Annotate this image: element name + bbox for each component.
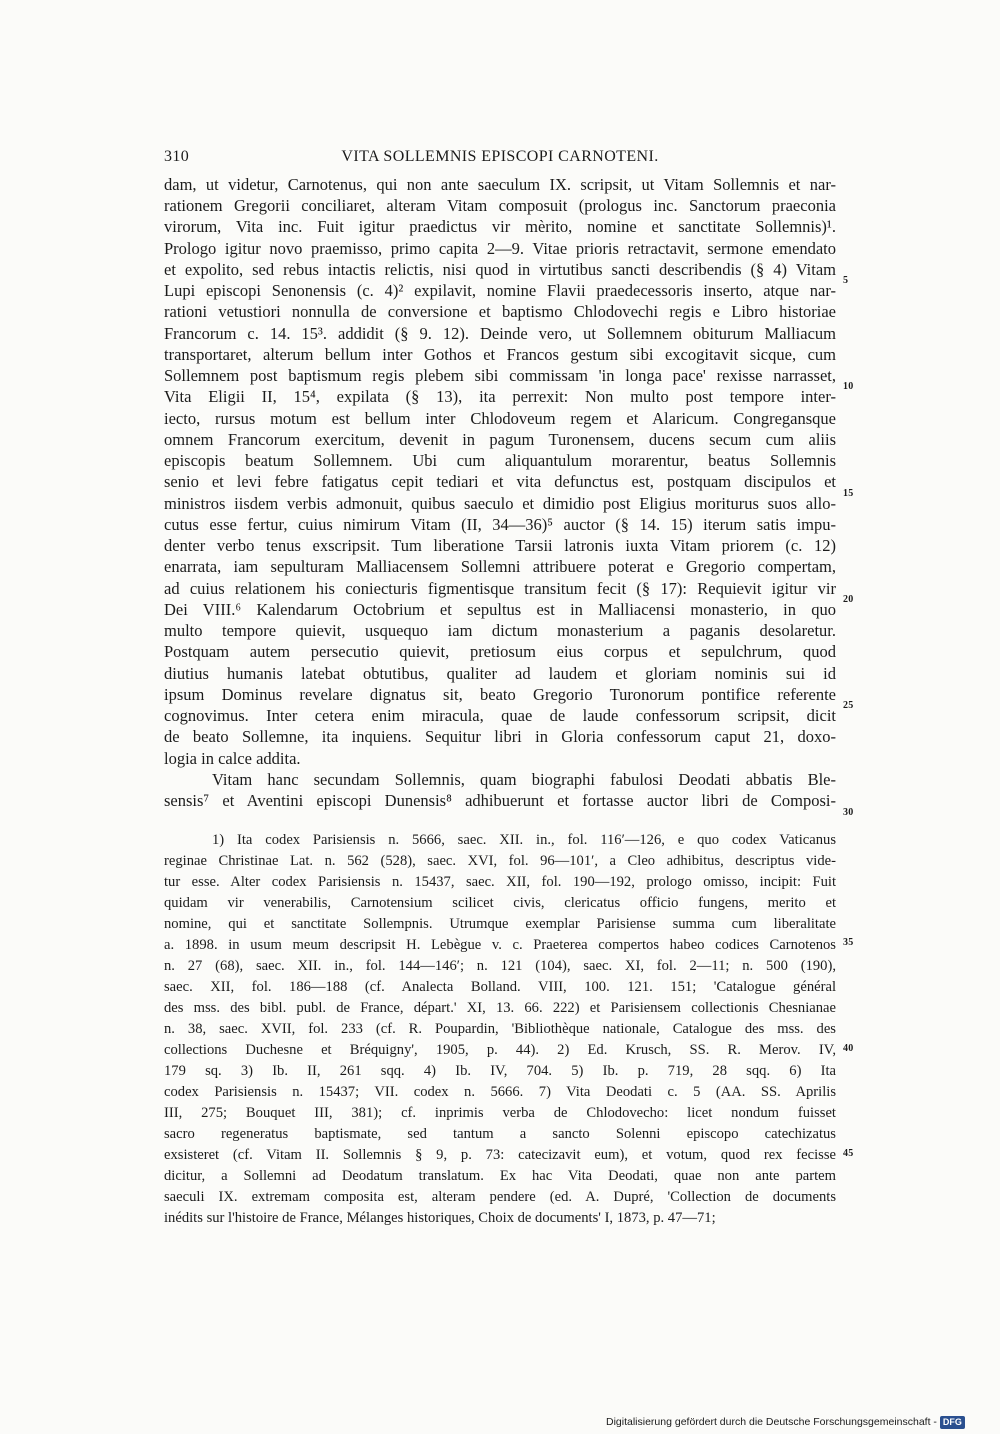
body-line: dam, ut videtur, Carnotenus, qui non ante saeculum IX. scripsit, ut Vitam Sollemnis et nar- [164,175,836,194]
digitization-credit [606,1414,992,1430]
footnote-line: sacro regeneratus baptismate, sed tantum a sancto Solenni episcopo catechizatus [164,1126,836,1142]
footnote-line: III, 275; Bouquet III, 381); cf. inprimis verba de Chlodovecho: licet nondum fuisset [164,1105,836,1121]
footnote-line: saec. XII, fol. 186—188 (cf. Analecta Bolland. VIII, 100. 121. 151; 'Catalogue général [164,979,836,995]
body-line: transportaret, alterum bellum inter Gothos et Francos gestum sibi excogitavit sicque, cum [164,345,836,364]
footnote-line: nomine, qui et sanctitate Sollempnis. Utrumque exemplar Parisiense summa cum liberalitate [164,916,836,932]
body-line: virorum, Vita inc. Fuit igitur praedictus vir mèrito, nomine et sanctitate Sollemnis)¹. [164,217,836,236]
body-line: rationem Gregorii conciliaret, alteram Vitam composuit (prologus inc. Sanctorum praeconia [164,196,836,215]
line-number: 5 [843,275,849,286]
body-line: cutus esse fertur, cuius nimirum Vitam (II, 34—36)⁵ auctor (§ 14. 15) iterum satis impu- [164,515,836,534]
footnote-line: reginae Christinae Lat. n. 562 (528), saec. XVI, fol. 96—101′, a Cleo adhibitus, descriptus vide- [164,853,836,869]
body-line: Francorum c. 14. 15³. addidit (§ 9. 12). Deinde vero, ut Sollemnem obiturum Malliacum [164,324,836,343]
body-line: sensis⁷ et Aventini episcopi Dunensis⁸ adhibuerunt et fortasse auctor libri de Composi- [164,791,836,810]
footnote-line: a. 1898. in usum meum descripsit H. Lebègue v. c. Praeterea compertos habeo codices Carnotenos [164,937,836,953]
body-line: diutius humanis latebat obtutibus, qualiter ad laudem et gloriam nominis sui id [164,664,836,683]
footnote-line: collections Duchesne et Bréquigny', 1905, p. 44). 2) Ed. Krusch, SS. R. Merov. IV, [164,1042,836,1058]
footnote-line: tur esse. Alter codex Parisiensis n. 15437, saec. XII, fol. 190—192, prologo omisso, incipit: Fuit [164,874,836,890]
body-line: logia in calce addita. [164,749,301,768]
footnote-line: des mss. des bibl. publ. de France, départ.' XI, 13. 66. 222) et Parisiensem collectionis Chesnianae [164,1000,836,1016]
page-header [164,148,836,168]
line-number: 30 [843,807,854,818]
body-line: Sollemnem post baptismum regis plebem sibi commissam 'in longa pace' rexisse narrasset, [164,366,836,385]
body-line: Vitam hanc secundam Sollemnis, quam biographi fabulosi Deodati abbatis Ble- [212,770,836,789]
footnote-line: codex Parisiensis n. 15437; VII. codex n. 5666. 7) Vita Deodati c. 5 (AA. SS. Aprilis [164,1084,836,1100]
footnote-line: n. 38, saec. XVII, fol. 233 (cf. R. Poupardin, 'Bibliothèque nationale, Catalogue des mss. des [164,1021,836,1037]
line-number: 20 [843,594,854,605]
page-number: 310 [164,148,190,165]
body-line: senio et levi febre fatigatus cepit tediari et vita defunctus est, postquam discipulos et [164,472,836,491]
body-line: episcopis beatum Sollemnem. Ubi cum aliquantulum morarentur, beatus Sollemnis [164,451,836,470]
credit-text: Digitalisierung gefördert durch die Deutsche Forschungsgemeinschaft - [606,1416,937,1428]
line-number: 40 [843,1043,854,1054]
line-number: 45 [843,1148,854,1159]
footnote-line: dicitur, a Sollemni ad Deodatum translatum. Ex hac Vita Deodati, quae non ante partem [164,1168,836,1184]
footnote-line: 1) Ita codex Parisiensis n. 5666, saec. XII. in., fol. 116′—126, e quo codex Vaticanus [212,832,836,848]
body-line: cognovimus. Inter cetera enim miracula, quae de laude confessorum scripsit, dicit [164,706,836,725]
body-line: Lupi episcopi Senonensis (c. 4)² expilavit, nomine Flavii praedecessoris inserto, atque nar- [164,281,836,300]
footnote-line: n. 27 (68), saec. XII. in., fol. 144—146′; n. 121 (104), saec. XI, fol. 2—11; n. 500 (190), [164,958,836,974]
body-line: multo tempore quievit, usquequo iam dictum monasterium a paganis desolaretur. [164,621,836,640]
line-number: 35 [843,937,854,948]
body-line: ipsum Dominus revelare dignatus sit, beato Gregorio Turonorum pontifice referente [164,685,836,704]
body-line: ministros iisdem verbis admonuit, quibus saeculo et dimidio post Eligius moriturus suos allo- [164,494,836,513]
body-line: omnem Francorum exercitum, devenit in pagum Turonensem, ducens secum cum aliis [164,430,836,449]
body-line: de beato Sollemne, ita inquiens. Sequitur libri in Gloria confessorum caput 21, doxo- [164,727,836,746]
body-line: Prologo igitur novo praemisso, primo capita 2—9. Vitae prioris retractavit, sermone emendato [164,239,836,258]
footnote-line: exsisteret (cf. Vitam II. Sollemnis § 9, p. 73: catecizavit eum), et votum, quod rex fecisse [164,1147,836,1163]
body-line: Vita Eligii II, 15⁴, expilata (§ 13), ita perrexit: Non multo post tempore inter- [164,387,836,406]
body-line: denter verbo tenus exscripsit. Tum liberatione Tarsii latronis iuxta Vitam priorem (c. 12) [164,536,836,555]
body-line: Dei VIII.⁶ Kalendarum Octobrium et sepultus est in Malliacensi monasterio, in quo [164,600,836,619]
line-number: 25 [843,700,854,711]
footnote-line: quidam vir venerabilis, Carnotensium scilicet civis, clericatus officio fungens, merito et [164,895,836,911]
body-line: et expolito, sed rebus intactis relictis, nisi quod in virtutibus sancti describendis (§ 4) Vitam [164,260,836,279]
running-title: VITA SOLLEMNIS EPISCOPI CARNOTENI. [341,148,659,165]
line-number: 10 [843,381,854,392]
body-line: Postquam autem persecutio quievit, pretiosum eius corpus et sepulchrum, quod [164,642,836,661]
body-line: rationi vetustiori nonnulla de conversione et baptismo Chlodovechi regis e Libro historiae [164,302,836,321]
dfg-logo: DFG [940,1416,965,1429]
line-number: 15 [843,488,854,499]
body-line: ad cuius relationem his coniecturis figmentisque transitum fecit (§ 17): Requievit igitur vir [164,579,836,598]
footnote-line: saeculi IX. extremam composita est, alteram pendere (ed. A. Dupré, 'Collection de documents [164,1189,836,1205]
body-line: iecto, rursus motum est bellum inter Chlodoveum regem et Alaricum. Congregansque [164,409,836,428]
footnote-line: inédits sur l'histoire de France, Mélanges historiques, Choix de documents' I, 1873, p. 47—71; [164,1210,716,1226]
footnote-line: 179 sq. 3) Ib. II, 261 sqq. 4) Ib. IV, 704. 5) Ib. p. 719, 28 sqq. 6) Ita [164,1063,836,1079]
body-line: enarrata, iam sepulturam Malliacensem Sollemni attribuere poterat e Gregorio compertam, [164,557,836,576]
